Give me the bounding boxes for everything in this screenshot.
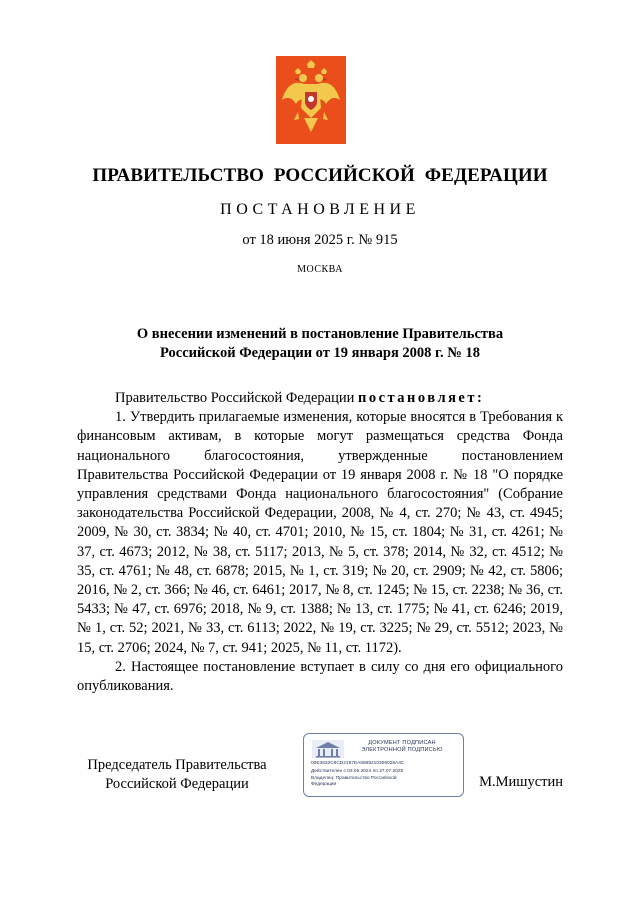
government-building-icon: [312, 740, 344, 758]
stamp-validity: Действителен с 03.05.2024 по 27.07.2025: [311, 769, 404, 774]
item-1-paragraph: 1. Утвердить прилагаемые изменения, которые вносятся в Требования к финансовым активам, в которые могут размещаться средства Фонда национального благосостояния, утвержденные постановлением Правительства Российской Федерации от 19 января 2008 г. № 18 "О порядке управления средствами Фонда национального благосостояния" (Собрание законодательства Российской Федерации, 2008, № 4, ст. 270; № 43, ст. 4945; 2009, № 30, ст. 3834; № 40, ст. 4701; 2010, № 15, ст. 1804; № 31, ст. 4261; № 37, ст. 4673; 2012, № 38, ст. 5117; 2013, № 5, ст. 378; 2014, № 32, ст. 4512; № 35, ст. 4761; № 48, ст. 6878; 2015, № 1, ст. 319; № 20, ст. 2909; № 42, ст. 5806; 2016, № 2, ст. 366; № 46, ст. 6461; 2017, № 8, ст. 1245; № 15, ст. 2238; № 36, ст. 5433; № 47, ст. 6976; 2018, № 9, ст. 1388; № 13, ст. 1775; № 41, ст. 6246; 2019, № 1, ст. 52; 2021, № 33, ст. 6113; 2022, № 19, ст. 3225; № 29, ст. 5512; 2023, № 15, ст. 2706; 2024, № 7, ст. 941; 2025, № 11, ст. 1172).: [77, 409, 563, 656]
document-type: ПОСТАНОВЛЕНИЕ: [220, 201, 420, 218]
stamp-owner-line-1: Владелец: Правительство Российской: [311, 776, 397, 781]
signatory-title-line-2: Российской Федерации: [105, 775, 249, 792]
document-city: МОСКВА: [297, 264, 343, 275]
stamp-heading-line-1: ДОКУМЕНТ ПОДПИСАН: [368, 740, 436, 746]
lead-text: Правительство Российской Федерации: [115, 390, 358, 406]
stamp-heading-line-2: ЭЛЕКТРОННОЙ ПОДПИСЬЮ: [361, 747, 443, 753]
subject-line-2: Российской Федерации от 19 января 2008 г. № 18: [160, 345, 480, 361]
document-subject: [0, 325, 640, 363]
resolution-lead: [77, 389, 563, 408]
government-title: ПРАВИТЕЛЬСТВО РОССИЙСКОЙ ФЕДЕРАЦИИ: [92, 165, 548, 186]
electronic-signature-stamp: [303, 733, 464, 797]
signatory-title-line-1: Председатель Правительства: [87, 757, 267, 773]
russian-coat-of-arms-icon: [276, 56, 346, 144]
document-body: [77, 389, 563, 696]
lead-spaced-word: постановляет:: [357, 390, 485, 406]
signatory-name: М.Мишустин: [479, 774, 563, 790]
document-date-number: от 18 июня 2025 г. № 915: [242, 232, 398, 248]
coat-of-arms-emblem: [276, 56, 346, 144]
stamp-heading: [346, 740, 458, 754]
subject-line-1: О внесении изменений в постановление Правительства: [136, 326, 504, 342]
stamp-owner-line-2: Федерации: [311, 782, 337, 787]
signatory-title: [77, 756, 277, 793]
item-2-paragraph: 2. Настоящее постановление вступает в силу со дня его официального опубликования.: [77, 658, 563, 695]
stamp-certificate-serial: 00E3632C6CD2197EA0669210306028A4C: [311, 761, 405, 766]
